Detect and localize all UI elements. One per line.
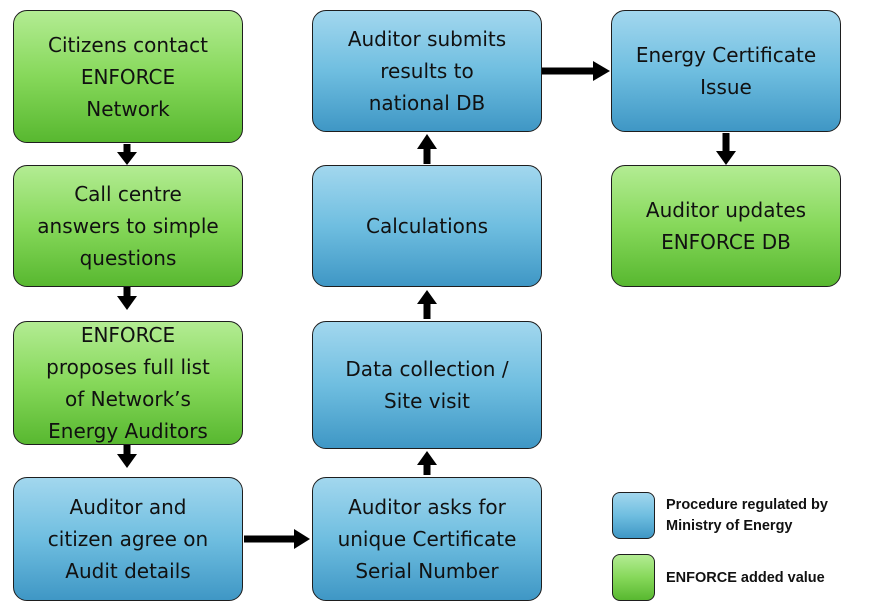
arrow-datacollection-to-calculations (417, 290, 437, 319)
node-citizens-contact: Citizens contact ENFORCE Network (13, 10, 243, 143)
node-auditor-updates: Auditor updates ENFORCE DB (611, 165, 841, 287)
arrow-serial-to-datacollection (417, 451, 437, 475)
node-enforce-proposes: ENFORCE proposes full list of Network’s Energy Auditors (13, 321, 243, 445)
arrow-calculations-to-submits (417, 134, 437, 164)
arrow-callcentre-to-proposes (117, 287, 137, 310)
node-energy-certificate: Energy Certificate Issue (611, 10, 841, 132)
node-auditor-citizen-agree: Auditor and citizen agree on Audit details (13, 477, 243, 601)
node-auditor-submits: Auditor submits results to national DB (312, 10, 542, 132)
arrow-submits-to-certificate (542, 61, 610, 81)
legend-swatch-added-value (612, 554, 655, 601)
node-auditor-asks-serial: Auditor asks for unique Certificate Serial Number (312, 477, 542, 601)
node-call-centre: Call centre answers to simple questions (13, 165, 243, 287)
legend-label-added-value: ENFORCE added value (666, 570, 825, 586)
legend-swatch-regulated (612, 492, 655, 539)
node-data-collection: Data collection / Site visit (312, 321, 542, 449)
legend-label-regulated: Procedure regulated by Ministry of Energy (666, 497, 828, 534)
arrow-agree-to-serial (244, 529, 310, 549)
node-calculations: Calculations (312, 165, 542, 287)
arrow-citizens-to-callcentre (117, 144, 137, 165)
arrow-proposes-to-agree (117, 445, 137, 468)
arrow-certificate-to-updates (716, 133, 736, 165)
